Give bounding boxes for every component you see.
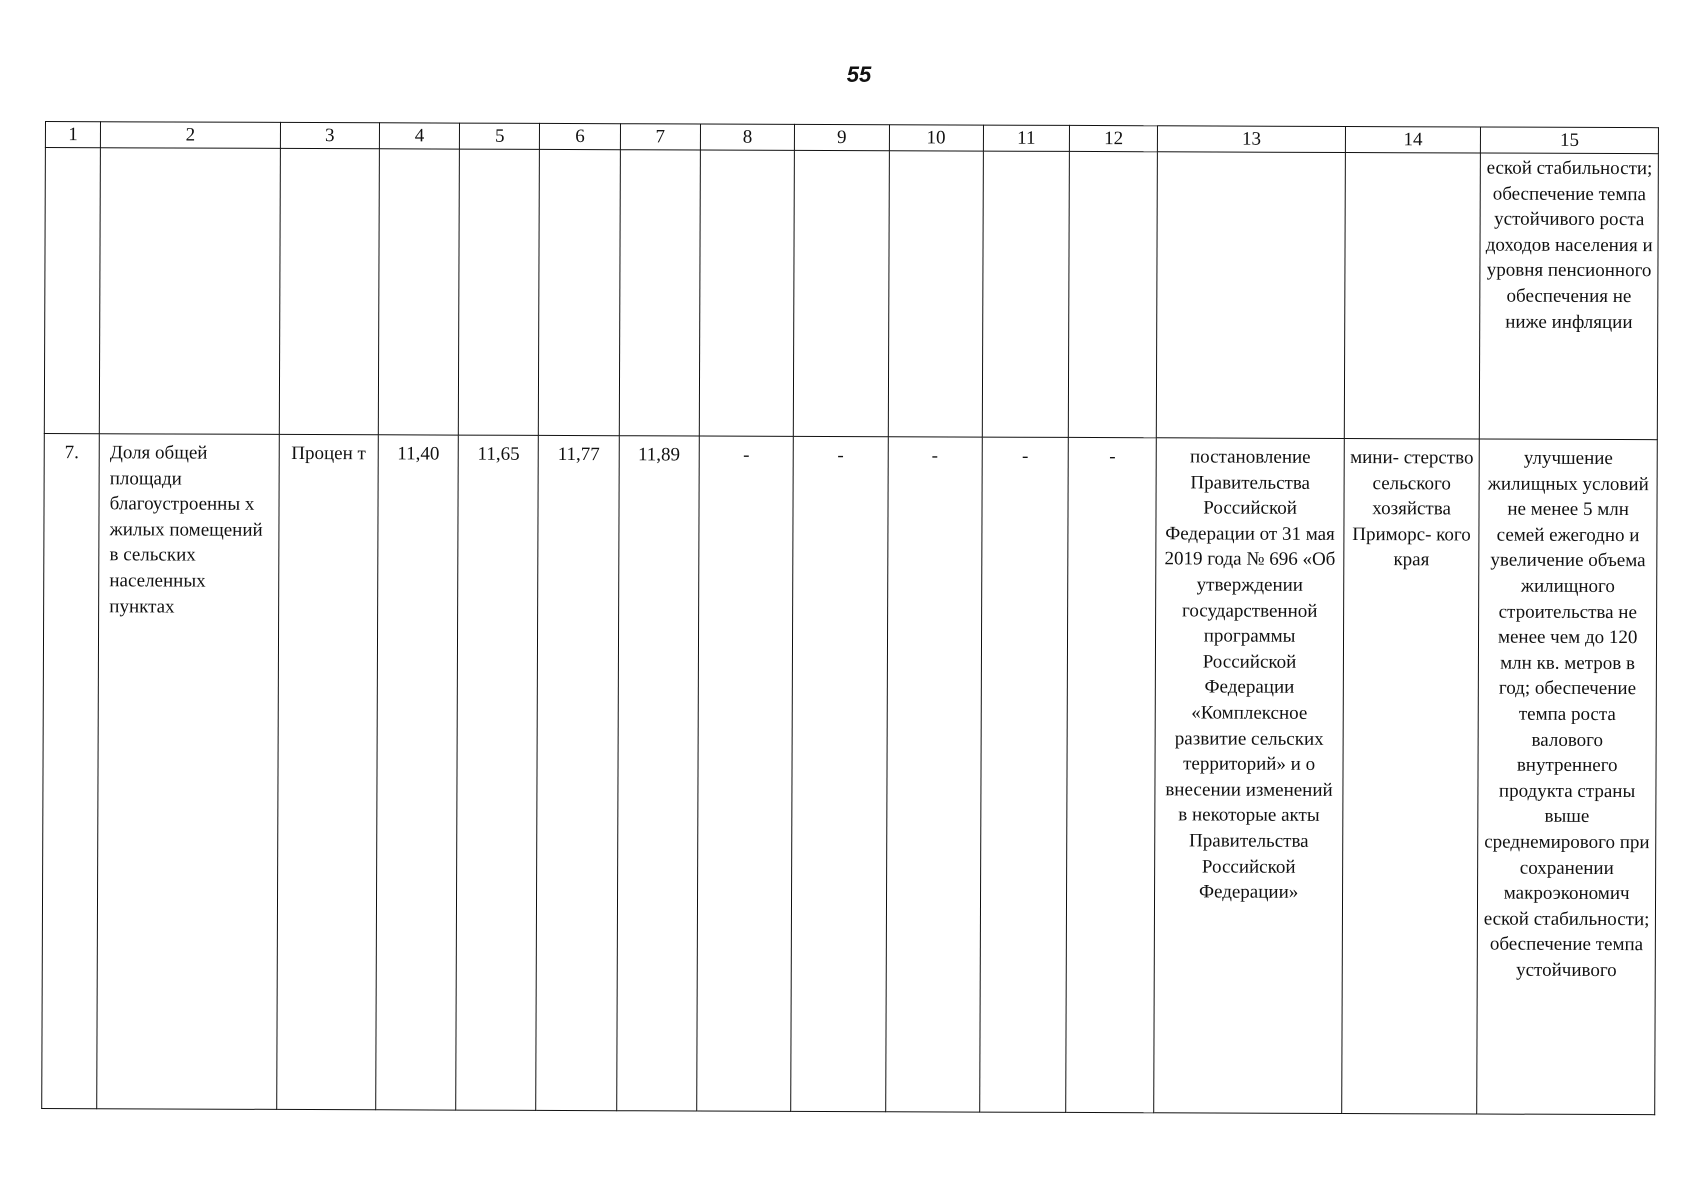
col-header-11: 11	[983, 125, 1069, 151]
cont-goals-text: еской стабильности; обеспечение темпа устойчивого роста доходов населения и уровня пенсионного обеспечения не ниже инфляции	[1480, 153, 1659, 440]
cont-cell-4	[378, 149, 459, 435]
col-header-10: 10	[889, 125, 983, 151]
cont-cell-6	[539, 149, 620, 435]
value-col-4: 11,40	[376, 435, 459, 1110]
col-header-8: 8	[700, 124, 794, 150]
value-col-12: -	[1066, 437, 1157, 1112]
indicator-name: Доля общей площади благоустроенны х жилых помещений в сельских населенных пунктах	[97, 434, 279, 1110]
continuation-row	[44, 148, 1658, 440]
cont-cell-8	[699, 150, 794, 436]
value-col-10: -	[885, 437, 982, 1112]
value-col-9: -	[791, 436, 888, 1111]
cont-cell-5	[459, 149, 540, 435]
col-header-14: 14	[1345, 126, 1481, 153]
page-number: 55	[846, 62, 872, 87]
cont-cell-7	[619, 150, 700, 436]
cont-cell-13	[1157, 152, 1346, 439]
col-header-15: 15	[1481, 127, 1659, 154]
cont-cell-3	[279, 148, 379, 434]
col-header-3: 3	[280, 122, 379, 148]
responsible-body: мини- стерство сельского хозяйства Приморс- кого края	[1342, 438, 1480, 1114]
table-row	[42, 433, 1658, 1114]
col-header-4: 4	[379, 123, 459, 149]
cont-cell-14	[1344, 152, 1481, 439]
col-header-9: 9	[795, 124, 889, 150]
col-header-7: 7	[620, 124, 700, 150]
value-col-8: -	[697, 436, 794, 1111]
legal-basis: постановление Правительства Российской Федерации от 31 мая 2019 года № 696 «Об утверждении государственной программы Российской Федерации «Комплексное развитие сельских территорий» и о внесении изменений в некоторые акты Правительства Российской Федерации»	[1154, 438, 1344, 1114]
cont-cell-11	[982, 151, 1069, 437]
col-header-6: 6	[540, 123, 620, 149]
cont-cell-1	[44, 148, 100, 434]
row-number: 7.	[42, 433, 100, 1108]
cont-cell-2	[99, 148, 280, 435]
col-header-5: 5	[460, 123, 540, 149]
col-header-1: 1	[45, 122, 100, 148]
cont-cell-10	[888, 151, 983, 437]
col-header-13: 13	[1158, 126, 1346, 153]
cont-cell-9	[794, 150, 889, 436]
national-goals: улучшение жилищных условий не менее 5 млн семей ежегодно и увеличение объема жилищного строительства не менее чем до 120 млн кв. метров в год; обеспечение темпа роста валового внутреннего продукта страны выше среднемирового при сохранении макроэкономич еской стабильности; обеспечение темпа устойчивого	[1477, 439, 1657, 1115]
unit-of-measure: Процен т	[276, 434, 378, 1109]
value-col-11: -	[979, 437, 1068, 1112]
value-col-7: 11,89	[616, 436, 699, 1111]
col-header-2: 2	[101, 122, 281, 149]
col-header-12: 12	[1069, 125, 1157, 151]
value-col-6: 11,77	[536, 435, 619, 1110]
indicators-table	[41, 121, 1659, 1115]
cont-cell-12	[1068, 151, 1157, 437]
value-col-5: 11,65	[456, 435, 539, 1110]
